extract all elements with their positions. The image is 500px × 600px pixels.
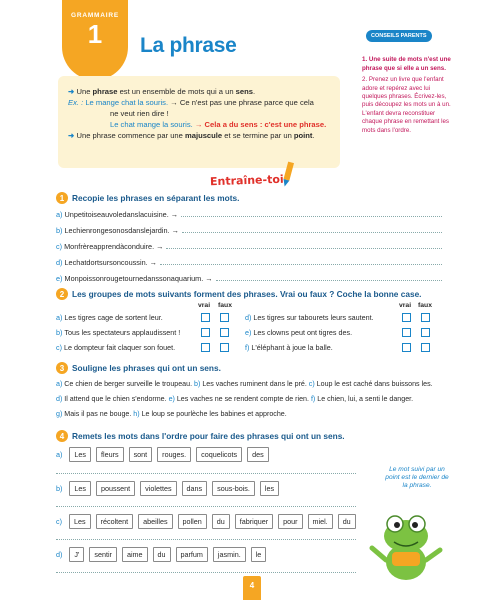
- word-tile[interactable]: du: [212, 514, 230, 529]
- lesson-box: [58, 76, 340, 168]
- vf-item: c) Le dompteur fait claquer son fouet.: [56, 343, 176, 352]
- word-tile[interactable]: sont: [129, 447, 153, 462]
- word-tile[interactable]: pollen: [178, 514, 207, 529]
- exercise-1-item[interactable]: d) Lechatdortsursoncoussin. →: [56, 258, 442, 267]
- answer-line[interactable]: [56, 572, 356, 573]
- word-tile[interactable]: miel.: [308, 514, 333, 529]
- exercise-number: 1: [56, 192, 68, 204]
- vf-item: b) Tous les spectateurs applaudissent !: [56, 328, 181, 337]
- example-2: Le chat mange la souris. → Cela a du sens : c'est une phrase.: [110, 120, 327, 129]
- exercise-3-line[interactable]: a) Ce chien de berger surveille le troupeau. b) Les vaches ruminent dans le pré. c) Loup le est caché dans buissons les.: [56, 380, 433, 388]
- exercise-4-header: [56, 430, 345, 442]
- exercise-title: Les groupes de mots suivants forment des phrases. Vrai ou faux ? Coche la bonne case.: [72, 289, 422, 299]
- word-tile[interactable]: parfum: [176, 547, 208, 562]
- word-row-d: d) J' sentir aime du parfum jasmin. le: [56, 547, 266, 562]
- word-tile[interactable]: pour: [278, 514, 302, 529]
- vrai-checkbox[interactable]: [402, 313, 411, 322]
- word-tile[interactable]: violettes: [140, 481, 176, 496]
- exercise-1-header: [56, 192, 239, 204]
- word-tile[interactable]: abeilles: [138, 514, 172, 529]
- word-row-a: a) Les fleurs sont rouges. coquelicots des: [56, 447, 269, 462]
- tip-2: 2. Prenez un livre que l'enfant adore et repérez avec lui quelques phrases. Écrivez-les, puis découpez les mots un à un. L'enfant devra reconstituer chaque phrase en remettant les mots dans l'ordre.: [362, 76, 451, 134]
- faux-header: faux: [418, 302, 432, 309]
- vrai-header: vrai: [198, 302, 211, 309]
- word-tile[interactable]: des: [247, 447, 269, 462]
- word-tile[interactable]: Les: [69, 447, 91, 462]
- exercise-number: 3: [56, 362, 68, 374]
- word-tile[interactable]: dans: [182, 481, 208, 496]
- vf-item: d) Les tigres sur tabourets leurs sautent.: [245, 313, 374, 322]
- word-tile[interactable]: J': [69, 547, 84, 562]
- word-row-c: c) Les récoltent abeilles pollen du fabriquer pour miel. du: [56, 514, 356, 529]
- word-tile[interactable]: du: [153, 547, 171, 562]
- exercise-1-item[interactable]: e) Monpoissonrougetournedanssonaquarium. →: [56, 274, 442, 283]
- vf-item: e) Les clowns peut ont tigres des.: [245, 328, 353, 337]
- page-title: La phrase: [140, 34, 237, 57]
- exercise-number: 4: [56, 430, 68, 442]
- answer-line[interactable]: [181, 210, 442, 217]
- rule-2: ➜ Une phrase commence par une majuscule et se termine par un point.: [68, 131, 315, 140]
- answer-line[interactable]: [182, 226, 442, 233]
- example-1: Ex. : Le mange chat la souris. → Ce n'est pas une phrase parce que cela: [68, 98, 314, 107]
- word-tile[interactable]: poussent: [96, 481, 135, 496]
- vrai-checkbox[interactable]: [201, 313, 210, 322]
- exercise-1-item[interactable]: c) Monfrèreapprendàconduire. →: [56, 242, 442, 251]
- vrai-checkbox[interactable]: [402, 343, 411, 352]
- answer-line[interactable]: [160, 258, 442, 265]
- vf-item: a) Les tigres cage de sortent leur.: [56, 313, 163, 322]
- exercise-2-header: [56, 288, 422, 300]
- answer-line[interactable]: [56, 506, 356, 507]
- word-row-b: b) Les poussent violettes dans sous-bois. les: [56, 481, 279, 496]
- chapter-badge: [62, 0, 128, 80]
- arrow-icon: ➜: [68, 131, 75, 140]
- word-tile[interactable]: rouges.: [157, 447, 191, 462]
- word-tile[interactable]: sous-bois.: [212, 481, 255, 496]
- section-title: Entraîne-toi: [209, 172, 284, 189]
- exercise-number: 2: [56, 288, 68, 300]
- faux-checkbox[interactable]: [220, 343, 229, 352]
- word-tile[interactable]: Les: [69, 481, 91, 496]
- vrai-checkbox[interactable]: [201, 328, 210, 337]
- word-tile[interactable]: fabriquer: [235, 514, 273, 529]
- exercise-1-item[interactable]: a) Unpetitoiseauvoledanslacuisine. →: [56, 210, 442, 219]
- vf-item: f) L'éléphant à joue la balle.: [245, 343, 333, 352]
- vrai-checkbox[interactable]: [201, 343, 210, 352]
- faux-checkbox[interactable]: [220, 328, 229, 337]
- word-tile[interactable]: récoltent: [96, 514, 134, 529]
- frog-mascot-icon: [360, 500, 452, 582]
- word-tile[interactable]: coquelicots: [196, 447, 242, 462]
- parents-tips: [362, 30, 452, 138]
- answer-line[interactable]: [56, 473, 356, 474]
- exercise-title: Remets les mots dans l'ordre pour faire des phrases qui ont un sens.: [72, 431, 345, 441]
- chapter-number: 1: [87, 19, 103, 49]
- vrai-header: vrai: [399, 302, 412, 309]
- exercise-1-item[interactable]: b) Lechienrongesonosdanslejardin. →: [56, 226, 442, 235]
- exercise-title: Souligne les phrases qui ont un sens.: [72, 363, 221, 373]
- word-tile[interactable]: les: [260, 481, 279, 496]
- rule-1: ➜ Une phrase est un ensemble de mots qui a un sens.: [68, 87, 256, 96]
- parents-chip: CONSEILS PARENTS: [366, 30, 432, 42]
- word-tile[interactable]: aime: [122, 547, 148, 562]
- faux-checkbox[interactable]: [421, 313, 430, 322]
- word-tile[interactable]: Les: [69, 514, 91, 529]
- exercise-3-line[interactable]: g) Mais il pas ne bouge. h) Le loup se pourlèche les babines et approche.: [56, 410, 287, 418]
- word-tile[interactable]: sentir: [89, 547, 117, 562]
- hint-bubble: Le mot suivi par un point est le dernier de la phrase.: [385, 466, 449, 489]
- word-tile[interactable]: le: [251, 547, 267, 562]
- vrai-checkbox[interactable]: [402, 328, 411, 337]
- answer-line[interactable]: [216, 274, 442, 281]
- faux-checkbox[interactable]: [220, 313, 229, 322]
- exercise-3-header: [56, 362, 221, 374]
- answer-line[interactable]: [56, 539, 356, 540]
- category-label: GRAMMAIRE: [70, 12, 119, 19]
- answer-line[interactable]: [166, 242, 442, 249]
- pencil-icon: [281, 160, 295, 188]
- faux-header: faux: [218, 302, 232, 309]
- example-1-cont: ne veut rien dire !: [110, 109, 169, 118]
- faux-checkbox[interactable]: [421, 328, 430, 337]
- tip-1: 1. Une suite de mots n'est une phrase que si elle a un sens.: [362, 56, 451, 72]
- arrow-icon: ➜: [68, 87, 75, 96]
- page-number: 4: [243, 576, 261, 600]
- word-tile[interactable]: fleurs: [96, 447, 124, 462]
- exercise-title: Recopie les phrases en séparant les mots.: [72, 193, 240, 203]
- faux-checkbox[interactable]: [421, 343, 430, 352]
- word-tile[interactable]: jasmin.: [213, 547, 246, 562]
- word-tile[interactable]: du: [338, 514, 356, 529]
- exercise-3-line[interactable]: d) Il attend que le chien s'endorme. e) Les vaches ne se rendent compte de rien. f) Le chien, lui, a senti le danger.: [56, 395, 414, 403]
